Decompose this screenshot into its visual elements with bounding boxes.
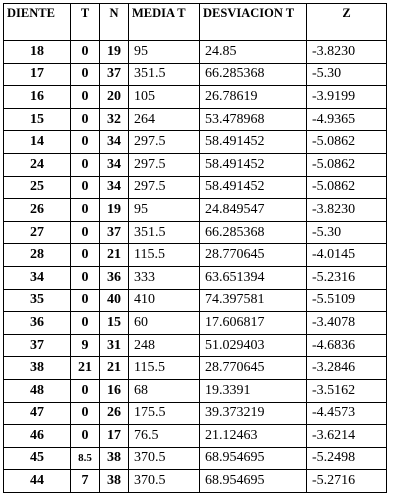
cell-diente: 26 bbox=[4, 199, 71, 222]
cell-desviacion: 66.285368 bbox=[200, 63, 307, 86]
cell-z: -5.0862 bbox=[307, 176, 387, 199]
cell-t: 0 bbox=[71, 199, 100, 222]
cell-n: 37 bbox=[100, 221, 129, 244]
cell-n: 38 bbox=[100, 470, 129, 493]
cell-desviacion: 39.373219 bbox=[200, 402, 307, 425]
table-row bbox=[4, 266, 387, 289]
cell-media: 351.5 bbox=[129, 63, 200, 86]
table-row bbox=[4, 221, 387, 244]
cell-t: 0 bbox=[71, 289, 100, 312]
cell-desviacion: 28.770645 bbox=[200, 244, 307, 267]
cell-t: 0 bbox=[71, 266, 100, 289]
cell-media: 115.5 bbox=[129, 357, 200, 380]
cell-n: 20 bbox=[100, 86, 129, 109]
cell-z: -3.8230 bbox=[307, 199, 387, 222]
cell-z: -5.30 bbox=[307, 63, 387, 86]
cell-media: 76.5 bbox=[129, 425, 200, 448]
cell-t: 0 bbox=[71, 176, 100, 199]
table-row bbox=[4, 289, 387, 312]
cell-desviacion: 63.651394 bbox=[200, 266, 307, 289]
cell-t: 0 bbox=[71, 63, 100, 86]
table-row bbox=[4, 176, 387, 199]
cell-n: 32 bbox=[100, 108, 129, 131]
table-row bbox=[4, 86, 387, 109]
cell-n: 19 bbox=[100, 41, 129, 64]
cell-diente: 18 bbox=[4, 41, 71, 64]
cell-media: 370.5 bbox=[129, 447, 200, 470]
header-t: T bbox=[71, 4, 100, 41]
cell-t: 0 bbox=[71, 221, 100, 244]
cell-t: 0 bbox=[71, 244, 100, 267]
cell-t: 0 bbox=[71, 425, 100, 448]
header-media: MEDIA T bbox=[129, 4, 200, 41]
cell-media: 248 bbox=[129, 334, 200, 357]
cell-n: 16 bbox=[100, 379, 129, 402]
cell-t: 0 bbox=[71, 312, 100, 335]
cell-diente: 37 bbox=[4, 334, 71, 357]
cell-z: -5.2316 bbox=[307, 266, 387, 289]
cell-media: 333 bbox=[129, 266, 200, 289]
cell-diente: 34 bbox=[4, 266, 71, 289]
cell-t: 0 bbox=[71, 402, 100, 425]
cell-diente: 27 bbox=[4, 221, 71, 244]
cell-desviacion: 24.85 bbox=[200, 41, 307, 64]
table-row bbox=[4, 63, 387, 86]
cell-z: -5.30 bbox=[307, 221, 387, 244]
cell-desviacion: 24.849547 bbox=[200, 199, 307, 222]
cell-diente: 46 bbox=[4, 425, 71, 448]
cell-n: 31 bbox=[100, 334, 129, 357]
cell-diente: 38 bbox=[4, 357, 71, 380]
cell-media: 95 bbox=[129, 41, 200, 64]
cell-z: -5.0862 bbox=[307, 153, 387, 176]
cell-diente: 47 bbox=[4, 402, 71, 425]
table-row bbox=[4, 41, 387, 64]
cell-z: -4.0145 bbox=[307, 244, 387, 267]
cell-desviacion: 58.491452 bbox=[200, 176, 307, 199]
table-row bbox=[4, 244, 387, 267]
cell-t: 0 bbox=[71, 108, 100, 131]
cell-n: 34 bbox=[100, 153, 129, 176]
cell-desviacion: 51.029403 bbox=[200, 334, 307, 357]
cell-media: 297.5 bbox=[129, 176, 200, 199]
cell-desviacion: 26.78619 bbox=[200, 86, 307, 109]
cell-z: -3.4078 bbox=[307, 312, 387, 335]
header-desviacion: DESVIACION T bbox=[200, 4, 307, 41]
cell-diente: 44 bbox=[4, 470, 71, 493]
cell-diente: 45 bbox=[4, 447, 71, 470]
cell-diente: 25 bbox=[4, 176, 71, 199]
table-row bbox=[4, 402, 387, 425]
cell-desviacion: 17.606817 bbox=[200, 312, 307, 335]
cell-diente: 24 bbox=[4, 153, 71, 176]
cell-diente: 16 bbox=[4, 86, 71, 109]
cell-desviacion: 53.478968 bbox=[200, 108, 307, 131]
table-row bbox=[4, 379, 387, 402]
cell-t: 0 bbox=[71, 379, 100, 402]
cell-t: 9 bbox=[71, 334, 100, 357]
cell-media: 60 bbox=[129, 312, 200, 335]
cell-desviacion: 66.285368 bbox=[200, 221, 307, 244]
cell-n: 36 bbox=[100, 266, 129, 289]
cell-t: 0 bbox=[71, 153, 100, 176]
cell-desviacion: 28.770645 bbox=[200, 357, 307, 380]
cell-z: -3.2846 bbox=[307, 357, 387, 380]
cell-diente: 15 bbox=[4, 108, 71, 131]
table-container bbox=[3, 3, 387, 493]
cell-z: -5.2498 bbox=[307, 447, 387, 470]
cell-desviacion: 58.491452 bbox=[200, 131, 307, 154]
statistics-table bbox=[3, 3, 387, 493]
cell-media: 264 bbox=[129, 108, 200, 131]
cell-diente: 48 bbox=[4, 379, 71, 402]
cell-z: -4.9365 bbox=[307, 108, 387, 131]
table-row bbox=[4, 153, 387, 176]
table-row bbox=[4, 199, 387, 222]
cell-desviacion: 74.397581 bbox=[200, 289, 307, 312]
cell-diente: 36 bbox=[4, 312, 71, 335]
cell-n: 26 bbox=[100, 402, 129, 425]
cell-media: 351.5 bbox=[129, 221, 200, 244]
header-z: Z bbox=[307, 4, 387, 41]
table-row bbox=[4, 334, 387, 357]
cell-diente: 14 bbox=[4, 131, 71, 154]
table-row bbox=[4, 131, 387, 154]
cell-media: 95 bbox=[129, 199, 200, 222]
cell-diente: 17 bbox=[4, 63, 71, 86]
cell-n: 37 bbox=[100, 63, 129, 86]
cell-desviacion: 68.954695 bbox=[200, 447, 307, 470]
table-row bbox=[4, 447, 387, 470]
cell-z: -4.4573 bbox=[307, 402, 387, 425]
cell-media: 297.5 bbox=[129, 153, 200, 176]
cell-z: -3.8230 bbox=[307, 41, 387, 64]
cell-n: 21 bbox=[100, 244, 129, 267]
cell-diente: 28 bbox=[4, 244, 71, 267]
header-n: N bbox=[100, 4, 129, 41]
cell-desviacion: 21.12463 bbox=[200, 425, 307, 448]
cell-n: 34 bbox=[100, 176, 129, 199]
cell-z: -5.2716 bbox=[307, 470, 387, 493]
cell-z: -5.5109 bbox=[307, 289, 387, 312]
cell-n: 34 bbox=[100, 131, 129, 154]
cell-media: 370.5 bbox=[129, 470, 200, 493]
table-row bbox=[4, 470, 387, 493]
cell-z: -5.0862 bbox=[307, 131, 387, 154]
cell-n: 40 bbox=[100, 289, 129, 312]
cell-t: 21 bbox=[71, 357, 100, 380]
cell-z: -3.6214 bbox=[307, 425, 387, 448]
header-row bbox=[4, 4, 387, 41]
cell-media: 115.5 bbox=[129, 244, 200, 267]
cell-z: -3.5162 bbox=[307, 379, 387, 402]
table-row bbox=[4, 425, 387, 448]
cell-desviacion: 19.3391 bbox=[200, 379, 307, 402]
table-row bbox=[4, 312, 387, 335]
cell-media: 297.5 bbox=[129, 131, 200, 154]
header-diente: DIENTE bbox=[4, 4, 71, 41]
cell-n: 19 bbox=[100, 199, 129, 222]
table-row bbox=[4, 357, 387, 380]
cell-media: 68 bbox=[129, 379, 200, 402]
cell-t: 8.5 bbox=[71, 447, 100, 470]
table-row bbox=[4, 108, 387, 131]
cell-desviacion: 58.491452 bbox=[200, 153, 307, 176]
cell-media: 175.5 bbox=[129, 402, 200, 425]
cell-t: 0 bbox=[71, 41, 100, 64]
cell-n: 15 bbox=[100, 312, 129, 335]
cell-t: 0 bbox=[71, 131, 100, 154]
cell-media: 105 bbox=[129, 86, 200, 109]
cell-z: -3.9199 bbox=[307, 86, 387, 109]
table-body bbox=[4, 41, 387, 493]
cell-t: 7 bbox=[71, 470, 100, 493]
cell-t: 0 bbox=[71, 86, 100, 109]
cell-n: 17 bbox=[100, 425, 129, 448]
cell-z: -4.6836 bbox=[307, 334, 387, 357]
cell-desviacion: 68.954695 bbox=[200, 470, 307, 493]
cell-n: 21 bbox=[100, 357, 129, 380]
cell-media: 410 bbox=[129, 289, 200, 312]
cell-diente: 35 bbox=[4, 289, 71, 312]
cell-n: 38 bbox=[100, 447, 129, 470]
